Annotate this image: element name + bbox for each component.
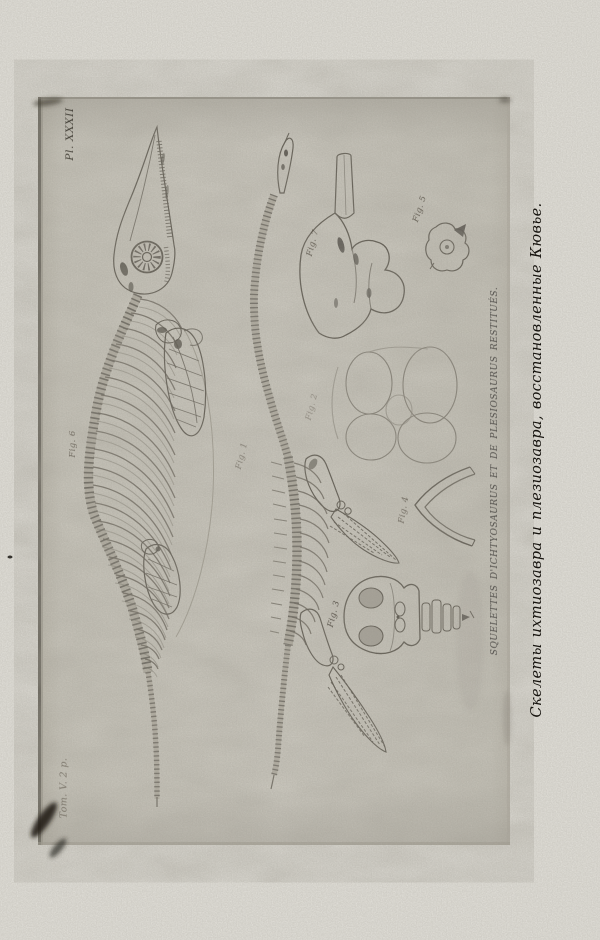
figure-label-vertebra: Fig. 5 (411, 194, 429, 224)
figure-label-chevron-bone: Fig. 4 (396, 495, 412, 525)
figure-label-pelvis: Fig. 7 (304, 228, 322, 258)
figure-label-shoulder-girdle: Fig. 2 (303, 392, 321, 422)
figure-label-plesiosaur: Fig. 1 (233, 441, 251, 471)
plate-number-label: Pl. XXXII (64, 107, 76, 161)
french-caption: SQUELETTES D'ICHTYOSAURUS ET DE PLESIOSAURUS RESTITUÉS. (490, 286, 500, 656)
figure-label-skull-top-view: Fig. 3 (325, 599, 343, 629)
volume-note: Tom. V. 2 p. (58, 757, 70, 819)
ink-speck (8, 556, 13, 559)
russian-caption: Скелеты ихтиозавра и плезиозавра, восстановленные Кювье. (529, 202, 545, 718)
figure-label-ichthyosaur: Fig. 6 (68, 430, 78, 458)
